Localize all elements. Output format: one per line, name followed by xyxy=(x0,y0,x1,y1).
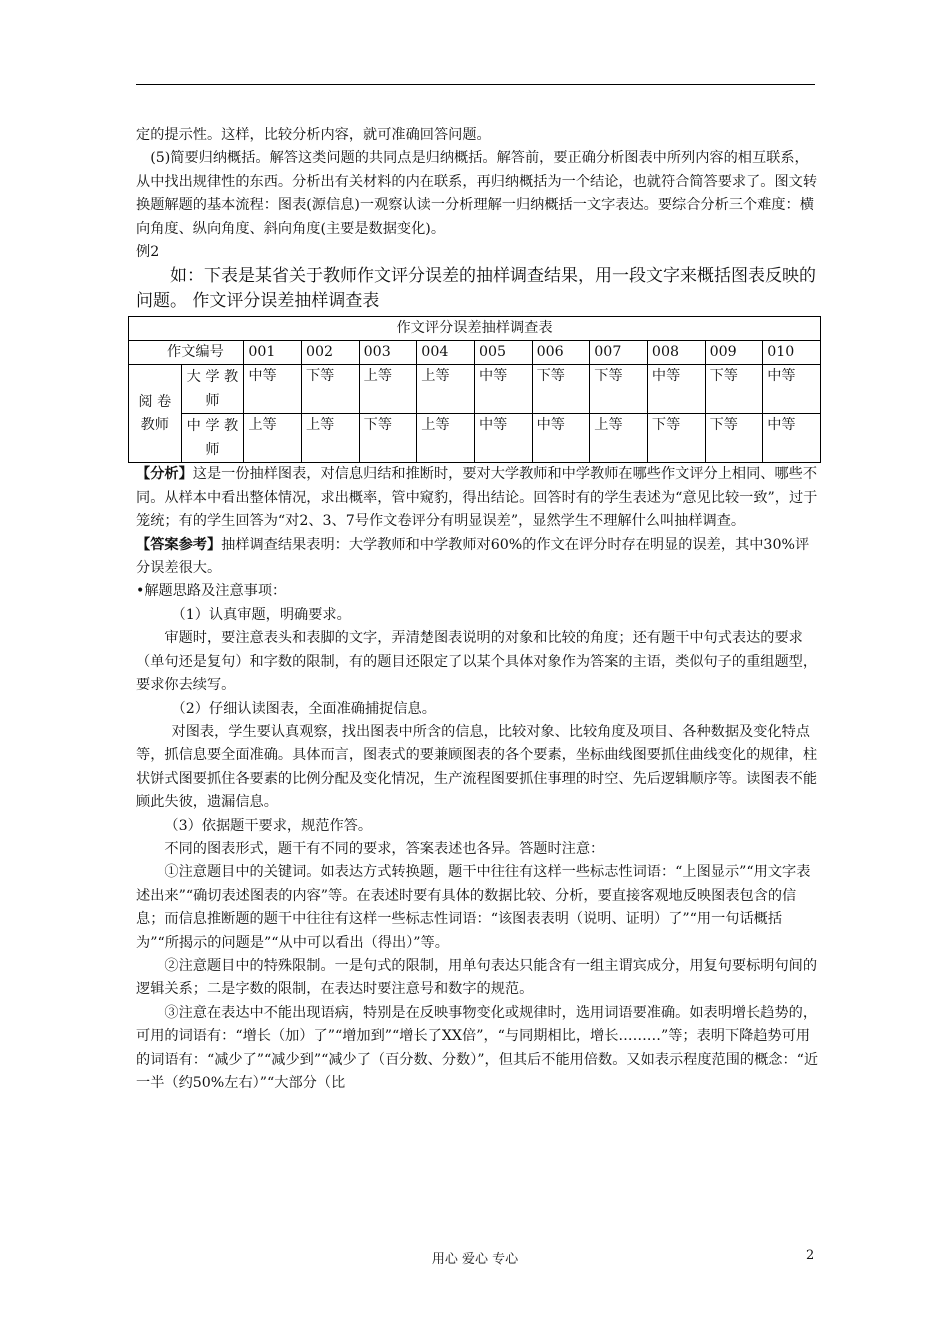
subheading: （3）依据题干要求，规范作答。 xyxy=(164,817,373,834)
grade-cell: 上等 xyxy=(417,414,475,463)
analysis-label: 【分析】 xyxy=(136,466,193,483)
grade-cell: 下等 xyxy=(705,365,763,414)
row-label: 中 学 教师 xyxy=(181,414,244,463)
footer-motto: 用心 爱心 专心 xyxy=(431,1252,519,1267)
answer-paragraph xyxy=(136,534,820,581)
table-title-row xyxy=(129,317,821,341)
subheading: （2）仔细认读图表，全面准确捕捉信息。 xyxy=(171,700,436,717)
grade-cell: 中等 xyxy=(763,365,821,414)
grade-cell: 下等 xyxy=(301,365,359,414)
header-rule xyxy=(136,84,815,85)
grade-cell: 下等 xyxy=(359,414,417,463)
table-title: 作文评分误差抽样调查表 xyxy=(129,317,821,341)
analysis-paragraph xyxy=(136,463,820,533)
grade-cell: 中等 xyxy=(474,414,532,463)
grade-cell: 下等 xyxy=(647,414,705,463)
group-label: 阅 卷 教师 xyxy=(129,365,182,463)
paragraph: 审题时，要注意表头和表脚的文字，弄清楚图表说明的对象和比较的角度；还有题干中句式表达的要求（单句还是复句）和字数的限制，有的题目还限定了以某个具体对象作为答案的主语，类似句子的重组题型，要求你去续写。 xyxy=(136,630,818,694)
grade-cell: 中等 xyxy=(244,365,302,414)
example-label: 例2 xyxy=(136,244,160,261)
grade-cell: 中等 xyxy=(763,414,821,463)
section-heading: •解题思路及注意事项： xyxy=(136,583,287,600)
survey-table xyxy=(128,316,821,463)
grade-cell: 中等 xyxy=(474,365,532,414)
id-cell: 009 xyxy=(705,341,763,365)
analysis-text: 这是一份抽样图表，对信息归结和推断时，要对大学教师和中学教师在哪些作文评分上相同、哪些不同。从样本中看出整体情况，求出概率，管中窥豹，得出结论。回答时有的学生表述为“意见比较一致”，过于笼统；有的学生回答为“对2、3、7号作文卷评分有明显误差”，显然学生不理解什么叫抽样调查。 xyxy=(136,466,818,530)
page-number: 2 xyxy=(806,1248,815,1263)
table-row xyxy=(129,414,821,463)
answer-label: 【答案参考】 xyxy=(136,536,222,553)
paragraph: ③注意在表达中不能出现语病，特别是在反映事物变化或规律时，选用词语要准确。如表明增长趋势的，可用的词语有：“增长（加）了”“增加到”“增长了XX倍”，“与同期相比，增长………”等；表明下降趋势可用的词语有：“减少了”“减少到”“减少了（百分数、分数）”，但其后不能用倍数。又如表示程度范围的概念：“近一半（约50%左右）”“大部分（比 xyxy=(136,1004,819,1091)
grade-cell: 上等 xyxy=(301,414,359,463)
id-header: 作文编号 xyxy=(129,341,244,365)
grade-cell: 上等 xyxy=(590,414,648,463)
paragraph: ①注意题目中的关键词。如表达方式转换题，题干中往往有这样一些标志性词语：“上图显示”“用文字表述出来”“确切表述图表的内容”等。在表述时要有具体的数据比较、分析，要直接客观地反映图表包含的信息；而信息推断题的题干中往往有这样一些标志性词语：“该图表表明（说明、证明）了”“用一句话概括为”“所揭示的问题是”“从中可以看出（得出）”等。 xyxy=(136,864,811,951)
id-cell: 005 xyxy=(474,341,532,365)
grade-cell: 下等 xyxy=(705,414,763,463)
id-cell: 010 xyxy=(763,341,821,365)
id-cell: 001 xyxy=(244,341,302,365)
table-row xyxy=(129,365,821,414)
paragraph: 对图表，学生要认真观察，找出图表中所含的信息，比较对象、比较角度及项目、各种数据及变化特点等，抓信息要全面准确。具体而言，图表式的要兼顾图表的各个要素，坐标曲线图要抓住曲线变化的规律，柱状饼式图要抓住各要素的比例分配及变化情况，生产流程图要抓住事理的时空、先后逻辑顺序等。读图表不能顾此失彼，遗漏信息。 xyxy=(136,723,818,811)
grade-cell: 上等 xyxy=(417,365,475,414)
row-label: 大 学 教师 xyxy=(181,365,244,414)
grade-cell: 上等 xyxy=(244,414,302,463)
grade-cell: 中等 xyxy=(532,414,590,463)
paragraph: 不同的图表形式，题干有不同的要求，答案表述也各异。答题时注意： xyxy=(164,840,605,857)
table-header-row xyxy=(129,341,821,365)
paragraph: 定的提示性。这样，比较分析内容，就可准确回答问题。 xyxy=(136,127,491,143)
subheading: （1）认真审题，明确要求。 xyxy=(171,606,351,623)
document-body xyxy=(136,124,820,1095)
question-paragraph: 如：下表是某省关于教师作文评分误差的抽样调查结果，用一段文字来概括图表反映的问题。 作文评分误差抽样调查表 xyxy=(136,266,816,312)
grade-cell: 下等 xyxy=(532,365,590,414)
id-cell: 004 xyxy=(417,341,475,365)
paragraph: ②注意题目中的特殊限制。一是句式的限制，用单句表达只能含有一组主谓宾成分，用复句要标明句间的逻辑关系；二是字数的限制，在表达时要注意号和数字的规范。 xyxy=(136,957,818,998)
grade-cell: 下等 xyxy=(590,365,648,414)
id-cell: 007 xyxy=(590,341,648,365)
id-cell: 006 xyxy=(532,341,590,365)
answer-text: 抽样调查结果表明：大学教师和中学教师对60%的作文在评分时存在明显的误差，其中30%评分误差很大。 xyxy=(136,536,810,577)
id-cell: 002 xyxy=(301,341,359,365)
grade-cell: 中等 xyxy=(647,365,705,414)
id-cell: 003 xyxy=(359,341,417,365)
paragraph: (5)简要归纳概括。解答这类问题的共同点是归纳概括。解答前，要正确分析图表中所列内容的相互联系，从中找出规律性的东西。分析出有关材料的内在联系，再归纳概括为一个结论，也就符合简答要求了。图文转换题解题的基本流程：图表(源信息)一观察认读一分析理解一归纳概括一文字表达。要综合分析三个难度：横向角度、纵向角度、斜向角度(主要是数据变化)。 xyxy=(136,150,818,237)
grade-cell: 上等 xyxy=(359,365,417,414)
id-cell: 008 xyxy=(647,341,705,365)
